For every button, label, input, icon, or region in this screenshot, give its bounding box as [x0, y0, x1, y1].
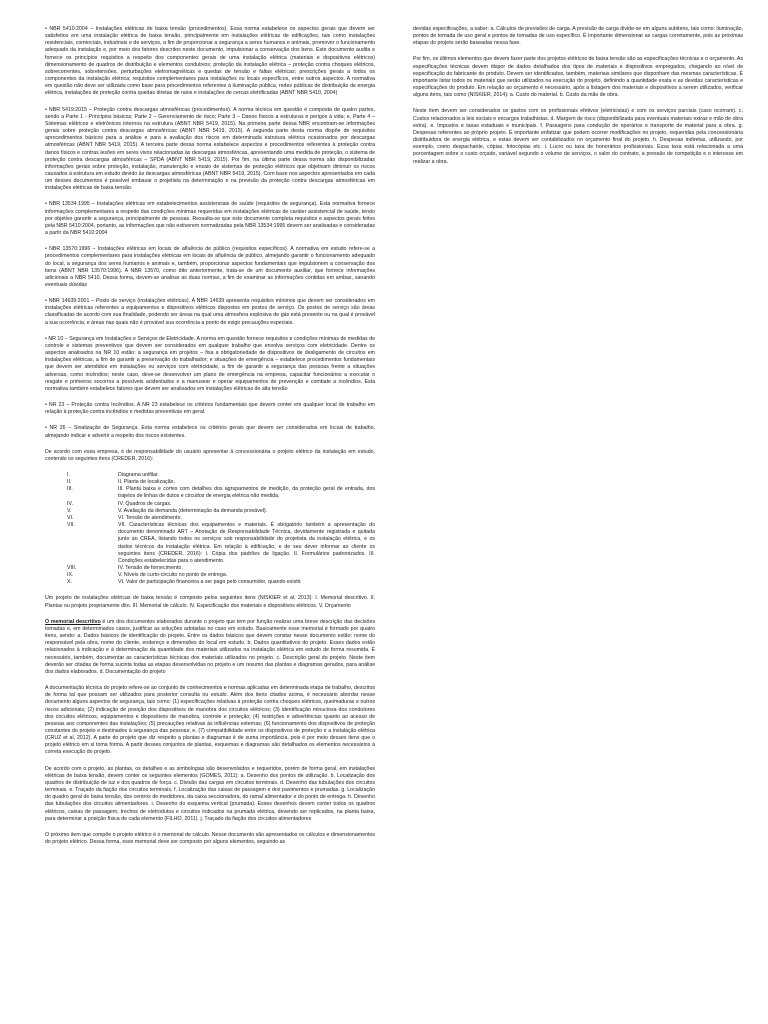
- list-item-text: IV. Quadros de cargas.: [118, 500, 172, 507]
- paragraph-nr-26: • NR 26 – Sinalização de Segurança. Esta norma estabelece os critérios gerais que devem ser considerados em locais de trabalho, almejando indicar e advertir a respeito dos riscos existentes.: [45, 425, 375, 439]
- list-item: [45, 486, 375, 500]
- list-item-text: III. Planta baixa e cortes com detalhes dos agrupamentos de medição, da proteção geral de entrada, dos trajetos de linhas de dutos e circuitos de energia elétrica não medida.: [118, 486, 375, 500]
- list-item-number: VI.: [67, 514, 74, 521]
- paragraph-nr-10: • NR 10 – Segurança em Instalações e Serviços de Eletricidade. A norma em questão fornece requisitos e condições mínimas de medidas de controle e sistemas preventivos que devem ser considerados em qualquer trabalho que envolva serviços com eletricidade. Dentre os aspectos analisados na NR 10 estão: a segurança em projetos – fixa a obrigatoriedade de dispositivos de desligamento de circuitos em instalações elétricas, a fim de garantir a preservação do trabalhador; e situações de emergência – estabelece procedimentos fundamentais que devem ser atendidos em instalações ou serviços com eletricidade, a fim de garantir a segurança das pessoas frente a situações adversas, como incêndios; neste caso, deve-se desenvolver um plano de emergência na empresa, capacitar funcionários a executar o resgate e primeiros socorros a possíveis acidentados e a manusear e operar equipamentos de prevenção e combate a incêndios. Esta normativa também estabelece fatores que devem ser analisados em instalações elétricas de alta tensão: [45, 335, 375, 392]
- list-item-number: III.: [67, 486, 73, 493]
- list-item: [45, 501, 375, 508]
- list-item: [45, 515, 375, 522]
- paragraph-memorial-calculo: O próximo item que compõe o projeto elétrico é o memorial de cálculo. Nesse documento são apresentados os cálculos e dimensionamentos do projeto elétrico. Dessa forma, esse memorial deve ser composto por alguns elementos, seguindo as: [45, 831, 375, 845]
- paragraph-project-composition: Um projeto de instalações elétricas de baixa tensão é composto pelos seguintes itens (NISKIER et al, 2013): I. Memorial descritivo. II. Plantas ou projeto propriamente dito. III. Memorial de cálculo. IV. Especificação dos materiais e dispositivos elétricos. V. Orçamento: [45, 595, 375, 609]
- list-item-number: IV.: [67, 500, 73, 507]
- left-column: [45, 26, 375, 855]
- memorial-descritivo-term: O memorial descritivo: [45, 618, 101, 625]
- paragraph-nbr-5419: • NBR 5419:2015 – Proteção contra descargas atmosféricas (procedimentos). A norma técnica em questão é composta de quatro partes, sendo a Parte 1 - Princípios básicos; Parte 2 – Gerenciamento de risco; Parte 3 – Danos físicos a estruturas e perigos à vida; e, Parte 4 – Sistemas elétricos e eletrônicos internos na estrutura (ABNT NBR 5419, 2015). Na primeira parte dessa NBR encontram-se informações gerais sobre proteção contra descargas atmosféricas (ABNT NBR 5419, 2015). A segunda parte desta norma dispõe de requisitos aprocedimentos básicos para a análise e para a avaliação dos riscos em determinada estrutura elétrica ocasionados por descargas atmosféricas (ABNT NBR 5419, 2015). A terceira parte dessa norma estabelece aspectos e procedimentos referentes à proteção contra danos físicos e contras lesões em seres vivos relacionadas às descargas atmosféricas, apresentando uma medida de proteção, o sistema de proteção contra descargas atmosféricas – SPDA (ABNT NBR 5419, 2015). Por fim, na última parte dessa norma são disponibilizadas informações gerais sobre proteção, instalação, manutenção e ensaio de sistemas de proteção elétricos que objetivam diminuir os riscos causados à estrutura em estudo devido às descargas atmosféricas (ABNT NBR 5419, 2015). Com base nos aspectos apresentados em cada um desses documentos é possível embasar o projetista na determinação e na previsão da proteção contra descargas atmosféricas em instalações elétricas de baixa tensão.: [45, 106, 375, 192]
- paragraph-memorial-descritivo: [45, 619, 375, 676]
- paragraph-nbr-5410: • NBR 5410:2004 – Instalações elétricas de baixa tensão (procedimentos). Essa norma estabelece os aspectos gerais que devem ser satisfeitos em uma instalação elétrica de baixa tensão, principalmente em instalações elétricas de edificações, tais como instalações residenciais, comerciais, industriais e de serviços, a fim de proporcionar a segurança a seres humanos e animais, promover o funcionamento adequado da instalação e, por meio dos fatores descritos neste documento, impulsionar a conservação dos bens. Este documento audita e fornece os princípios requisitos a respeito dos componentes gerais de uma instalação elétrica (materiais e dispositivos elétricos) dimensionamento de quadros de distribuição e elementos condutivos; proteção da instalação elétrica – proteção contra choques elétricos, sobrecorrentes, sobretensões, perturbações eletromagnéticas e quedas de tensão e faltas elétricas; prescrições gerais a todos os componentes da instalação elétrica; requisitos complementares para instalações ou locais específicos, entre outros aspectos. A normativa em questão não deve ser utilizada como base para procedimentos referentes à iluminação pública, redes públicas de distribuição de energia elétrica, instalações de proteção contra quedas diretas de raios e instalações de cercas eletrificadas (ABNT NBR 5410, 2004): [45, 26, 375, 97]
- list-item-number: IX.: [67, 572, 74, 579]
- list-item-text: Diagrama unifilar.: [118, 471, 159, 478]
- list-item: [45, 479, 375, 486]
- paragraph-list-intro: De acordo com essa empresa, é de responsabilidade do usuário apresentar à concessionária o projeto elétrico da instalação em estudo, contendo os seguintes itens (CREDER, 2016):: [45, 448, 375, 462]
- list-item: [45, 472, 375, 479]
- list-item-text: V. Avaliação da demanda (determinação da demanda provável).: [118, 507, 268, 514]
- list-item-number: VIII.: [67, 565, 77, 571]
- list-item: [45, 572, 375, 579]
- list-item: [45, 508, 375, 515]
- paragraph-especificacoes-orcamento: Por fim, os últimos elementos que devem fazer parte dos projetos elétricos de baixa tensão são as especificações técnicas e o orçamento. As especificações técnicas devem dispor de dados detalhados dos tipos de materiais e dispositivos empregados, chegando ao nível de especificação do fabricante do produto. Devem ser identificados, também, materiais similares que disponham das mesmas características. É importante listar todos os materiais que serão utilizados na execução do projeto, definindo a quantidade exata e as devidas características e especificações do produto. Em relação ao orçamento é necessário, após a listagem dos materiais e dispositivos a serem utilizados, verificar alguns itens, tais como (NISKIER, 2014): a. Custo do material. b. Custo da mão de obra.: [413, 56, 743, 99]
- paragraph-plantas-elementos: De acordo com o projeto, as plantas, os detalhes e as simbologias são desenvolvidos e requeridos, porém de forma geral, em instalações elétricas de baixa tensão, devem conter os seguintes elementos (GOMES, 2011): a. Desenho dos pontos de utilização. b. Localização dos quadros de distribuição de luz e dos quadros de força. c. Divisão das cargas em circuitos terminais. d. Desenho das tubulações dos circuitos terminais. e. Traçado da fiação dos circuitos terminais. f. Localização das caixas de passagem e dos pavimentos e prumadas. g. Localização do quadro geral de baixa tensão, dos centros de medidores, da caixa seccionadora, do ramal alimentador e do ponto de entrega. h. Desenho das tubulações dos circuitos alimentadores. i. Desenho do esquema vertical (prumada). Esses desenhos devem conter todos os quadros elétricos, caixas de passagem, trechos de eletrodutos e circuitos indicados na prumada elétrica, devendo ser replicados, na planta baixa, para determinar a posição física de cada elemento (FILHO, 2011). j. Traçado da fiação dos circuitos alimentadores: [45, 765, 375, 822]
- list-item-number: V.: [67, 507, 72, 514]
- list-item-text: VII. Características técnicas dos equipamentos e materiais. É obrigatório também a apresentação do documento denominado ART – Anotação de Responsabilidade Técnica, devidamente registrada e quitada junto ao CREA, listando todos os serviços sob responsabilidade do projetista da instalação elétrica, e os dados técnicos da instalação elétrica. Em relação à edificação, e de seu dever informar ao cliente os seguintes itens (CREDER, 2016): I. Cópia dos padrões de ligação. II. Formulários padronizados. III. Condições estabelecidas para o atendimento.: [118, 522, 375, 564]
- list-item: [45, 579, 375, 586]
- list-item-number: VII.: [67, 522, 75, 529]
- paragraph-previsao-carga: devidas especificações, a saber: a. Cálculos de previsões de carga. A previsão de carga divide-se em alguns subitens, tais como: iluminação, pontos de tomada de uso geral e pontos de tomadas de uso específico. É importante dimensionar as cargas corretamente, pois as próximas etapas do projeto serão baseadas nessa fase.: [413, 26, 743, 47]
- list-item-number: X.: [67, 579, 72, 586]
- list-item: [45, 522, 375, 565]
- list-item: [45, 565, 375, 572]
- paragraph-nbr-14639: • NBR 14639:2001 – Posto de serviço (instalações elétricas). A NBR 14639 apresenta requisitos mínimos que devem ser considerados em instalações elétricas referentes a equipamentos e dispositivos elétricos dispostos em postos de serviço. Os postos de serviço são áreas classificadas de acordo com sua finalidade, podendo ser áreas na qual uma atmosfera explosiva de gás está presente ou na qual é provável a sua ocorrência; e áreas nas quais não é provável sua ocorrência a ponto de exigir precauções especiais.: [45, 298, 375, 326]
- list-item-text: VI. Tensão de atendimento.: [118, 514, 182, 521]
- list-item-number: I.: [67, 471, 70, 478]
- memorial-descritivo-text: é um dos documentos elaborados durante o projeto que tem por função realizar uma breve descrição das decisões tomadas e, em determinados casos, justificar as soluções adotadas no caso em estudo. Basicamente esse memorial é formado por quatro itens, sendo: a. Dados básicos de identificação do projeto. Entre os dados básicos que devem constar nesse documento estão: nome do responsável pela obra, nome do cliente, endereço e dimensões do local em estudo. b. Dados quantitativos do projeto. Esses dados estão relacionados à indicação e à determinação da quantidade dos materiais utilizados na instalação elétrica em estudo de forma resumida. É necessário, também, documentar as características técnicas dos materiais utilizados no projeto. c. Descrição geral do projeto. Neste item deverão ser citadas de forma sucinta todas as etapas desenvolvidas no projeto e um resumo das plantas e diagramas gerados, para análise dos dados elaborados. d. Documentação do projeto: [45, 618, 375, 675]
- list-item-text: IV. Tensão de fornecimento.: [118, 565, 183, 571]
- paragraph-nbr-13534: • NBR 13534:1995 – Instalações elétricas em estabelecimentos assistenciais de saúde (requisitos de segurança). Esta normativa fornece informações complementares a respeito das condições mínimas requeridas em instalações elétricas de caráter assistencial de saúde, tendo por objetivo garantir a segurança, principalmente de pessoas. Ressalta-se que este documento completa requisitos e aspectos gerais feitos pela NBR 5410:2004, portanto, as informações que não estiverem normatizadas pela NBR 13534:1995 devem ser analisadas e consideradas a partir da NBR 5410:2004: [45, 201, 375, 237]
- list-item-text: VI. Valor de participação financeira a ser pago pelo consumidor, quando existir.: [118, 579, 302, 586]
- list-item-text: II. Planta de localização.: [118, 479, 175, 486]
- paragraph-documentacao-tecnica: A documentação técnica do projeto refere-se ao conjunto de conhecimentos e normas aplicadas em determinada etapa de trabalho, descritos de forma tal que possam ser utilizados para posterior consulta ou estudo. Além dos itens citados acima, é necessário abordar nesse documento alguns aspectos de segurança, tais como: (1) especificações relativas à proteção contra choques elétricos, queimaduras e outros riscos adicionais; (2) indicação de posição dos dispositivos de manobra dos circuitos elétricos; (3) identificação minuciosa dos condutores dos circuitos elétricos, equipamentos e dispositivos de manobra, controle e proteção; (4) restrições e advertências quanto ao acesso de pessoas aos componentes das instalações; (5) precauções relativas às influências externas; (6) funcionamento dos dispositivos de proteção constantes do projeto e destinados à segurança das pessoas; e, (7) compatibilidade entre os dispositivos de proteção e a instalação elétrica (CRUZ et al, 2012). A parte do projeto que diz respeito a plantas e diagramas é de suma importância, pois é por meio desses itens que o projeto elétrico em si toma forma. A partir desses conjuntos de plantas, esquemas e diagramas são detalhados os elementos necessários à correta execução do projeto.: [45, 685, 375, 756]
- paragraph-custos: Neste item devem ser considerados os gastos com os profissionais efetivos (eletricistas) e com os serviços parciais (caso ocorram). c. Custos relacionados a leis sociais e encargos trabalhistas. d. Margem de risco (disponibilizada para eventuais materiais extras e mão de obra extra). e. Impostos e taxas estaduais e municipais. f. Passagens para condução de operários e transporte de material para a obra. g. Despesas referentes ao próprio projeto. É importante enfatizar que podem ocorrer modificações no projeto, requeridas pela concessionária distribuidora de energia elétrica, e estas devem ser contabilizados no orçamento final do projeto. h. Despesas indiretas, utilizando, por exemplo, como despachante, cópias, fotocópias etc. i. Lucro ou taxa de honorários profissionais. Essa taxa está relacionada a uma porcentagem sobre o custo orçado, variável segundo o volume de serviços, o valor do contrato, a pressão de competição e o interesse em realizar a obra.: [413, 108, 743, 165]
- list-item-text: V. Níveis de curto-circuito no ponto de entrega.: [118, 572, 228, 579]
- right-column: [413, 26, 743, 175]
- paragraph-nbr-13570: • NBR 13570:1996 – Instalações elétricas em locais de afluência de público (requisitos específicos). A normativa em estudo refere-se a procedimentos complementares para instalações elétricas em locais de afluência de público, almejando garantir o funcionamento adequado do local, a segurança dos seres humanos e animais e, também, proporcionar aspectos fundamentais que impulsionem a conservação dos bens (ABNT NBR 13570:1996). A NBR 13570, como dito anteriormente, trata-se de um documento auxiliar, que fornece informações adicionais a NBR 5410. Dessa forma, devem-se analisar as duas normas, a fim de examinar as informações contidas em ambas, sanando eventuais dúvidas: [45, 246, 375, 288]
- paragraph-nr-23: • NR 23 – Proteção contra Incêndios. A NR 23 estabelece os critérios fundamentais que devem conter em qualquer local de trabalho em relação à proteção contra incêndios e medidas preventivas em geral.: [45, 402, 375, 416]
- list-item-number: II.: [67, 479, 72, 486]
- roman-numbered-list: [45, 472, 375, 587]
